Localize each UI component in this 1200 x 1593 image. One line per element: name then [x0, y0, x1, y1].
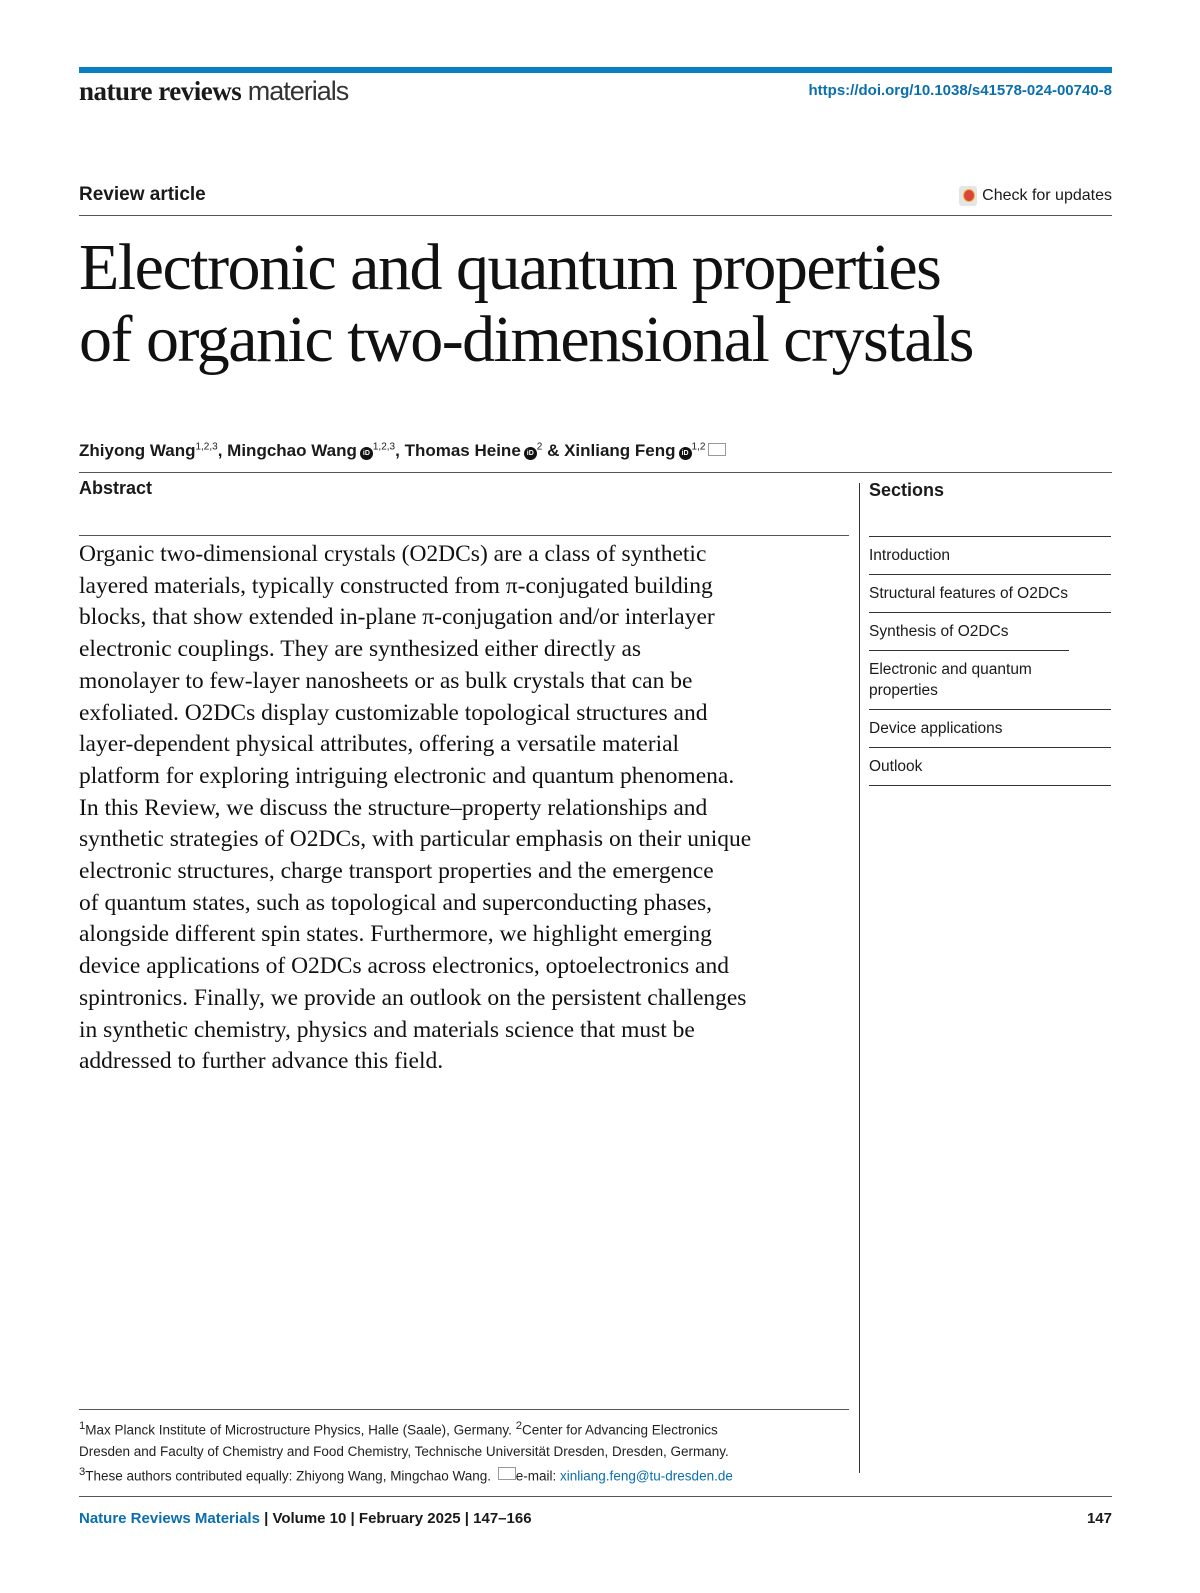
orcid-icon[interactable]: iD [524, 447, 537, 460]
footnote-sup: 1 [79, 1420, 86, 1432]
title-line: Electronic and quantum properties [79, 231, 941, 304]
author[interactable] [564, 441, 705, 460]
abstract-line: addressed to further advance this field. [79, 1048, 444, 1075]
orcid-icon[interactable]: iD [679, 447, 692, 460]
abstract-line: spintronics. Finally, we provide an outlook on the persistent challenges [79, 984, 747, 1011]
logo-light: materials [247, 76, 349, 106]
abstract-line: electronic structures, charge transport properties and the emergence [79, 858, 714, 885]
footer-journal-link[interactable]: Nature Reviews Materials [79, 1510, 260, 1527]
divider [79, 1409, 849, 1410]
section-link[interactable]: Outlook [869, 747, 1111, 786]
author-name: Mingchao Wang [227, 441, 357, 460]
abstract-line: layered materials, typically constructed from π-conjugated building [79, 572, 713, 599]
footnote-text: Dresden and Faculty of Chemistry and Food Chemistry, Technische Universität Dresden, Dresden, Germany. [79, 1443, 729, 1459]
doi-link[interactable]: https://doi.org/10.1038/s41578-024-00740-8 [808, 82, 1112, 99]
affiliation-sup: 2 [536, 441, 543, 453]
author[interactable] [79, 441, 218, 460]
affiliation-sup: 1,2,3 [195, 441, 218, 453]
affiliation-sup: 1,2,3 [372, 441, 396, 453]
divider [79, 535, 849, 536]
abstract-heading: Abstract [79, 478, 153, 498]
footnote-text: These authors contributed equally: Zhiyong Wang, Mingchao Wang. [85, 1468, 491, 1483]
abstract-line: in synthetic chemistry, physics and materials science that must be [79, 1016, 695, 1043]
footnote-text: Max Planck Institute of Microstructure Physics, Halle (Saale), Germany. [85, 1422, 512, 1438]
abstract-line: electronic couplings. They are synthesized either directly as [79, 636, 642, 663]
sections-nav [869, 536, 1111, 786]
abstract-line: alongside different spin states. Furthermore, we highlight emerging [79, 921, 712, 948]
abstract-line: layer-dependent physical attributes, offering a versatile material [79, 731, 680, 758]
envelope-icon[interactable] [708, 443, 726, 456]
separator: , [395, 441, 405, 460]
logo-bold: nature reviews [79, 76, 242, 106]
header-bar [79, 67, 1112, 73]
abstract-line: of quantum states, such as topological and superconducting phases, [79, 889, 713, 916]
separator: , [217, 441, 228, 460]
author-name: Xinliang Feng [564, 441, 676, 460]
section-link[interactable]: Structural features of O2DCs [869, 574, 1111, 612]
email-label: e-mail: [515, 1468, 561, 1483]
abstract-line: synthetic strategies of O2DCs, with particular emphasis on their unique [79, 826, 752, 853]
author[interactable] [227, 441, 395, 460]
author-list [79, 441, 726, 461]
abstract-line: blocks, that show extended in-plane π-conjugation and/or interlayer [79, 604, 715, 631]
footnote-sup: 3 [79, 1465, 86, 1478]
divider [79, 472, 1112, 473]
envelope-icon [498, 1467, 516, 1480]
divider [79, 215, 1112, 216]
title-line: of organic two-dimensional crystals [79, 303, 973, 376]
crossmark-icon [959, 186, 977, 206]
divider [79, 1496, 1112, 1497]
section-link[interactable]: Synthesis of O2DCs [869, 612, 1111, 650]
section-link[interactable]: Device applications [869, 709, 1111, 747]
orcid-icon[interactable]: iD [360, 447, 373, 460]
email-link[interactable]: xinliang.feng@tu-dresden.de [560, 1468, 733, 1483]
abstract-line: exfoliated. O2DCs display customizable topological structures and [79, 699, 708, 726]
abstract-line: device applications of O2DCs across electronics, optoelectronics and [79, 953, 729, 980]
footnote-sup: 2 [515, 1420, 522, 1432]
section-link[interactable]: Introduction [869, 536, 1111, 574]
article-type: Review article [79, 184, 206, 205]
footnotes [79, 1416, 849, 1486]
page-number: 147 [1086, 1510, 1112, 1527]
author-name: Thomas Heine [404, 441, 521, 460]
journal-logo [79, 76, 348, 107]
abstract-line: platform for exploring intriguing electronic and quantum phenomena. [79, 762, 735, 789]
sections-heading: Sections [869, 480, 945, 500]
check-updates-label: Check for updates [982, 187, 1112, 204]
check-updates-button[interactable] [959, 186, 1112, 206]
footer-citation [79, 1510, 532, 1527]
affiliation-sup: 1,2 [691, 441, 706, 453]
abstract-text [79, 539, 859, 1078]
separator: & [542, 441, 565, 460]
abstract-line: Organic two-dimensional crystals (O2DCs) are a class of synthetic [79, 541, 707, 567]
section-link[interactable]: Electronic and quantum properties [869, 650, 1069, 709]
footer-details: | Volume 10 | February 2025 | 147–166 [259, 1510, 532, 1527]
abstract-line: monolayer to few-layer nanosheets or as bulk crystals that can be [79, 667, 693, 694]
author-name: Zhiyong Wang [79, 441, 196, 460]
author[interactable] [405, 441, 543, 460]
column-divider [859, 483, 860, 1473]
footnote-text: Center for Advancing Electronics [521, 1422, 718, 1438]
abstract-line: In this Review, we discuss the structure–property relationships and [79, 794, 708, 821]
article-title [79, 232, 1119, 376]
